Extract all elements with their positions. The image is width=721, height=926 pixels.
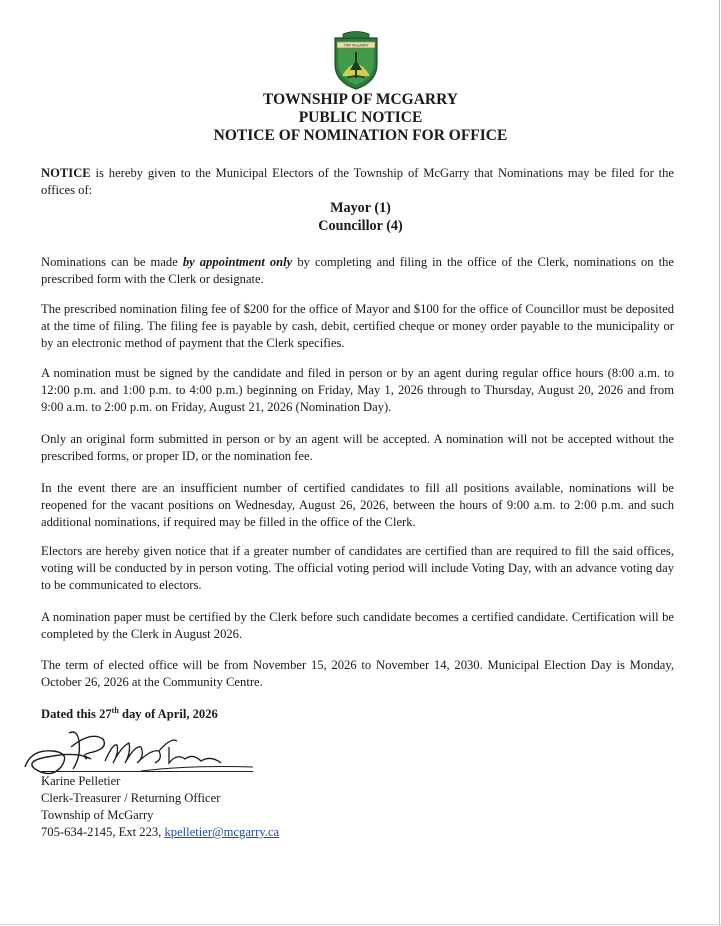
office-mayor: Mayor (1) — [330, 200, 391, 216]
fee-paragraph: The prescribed nomination filing fee of $200 for the office of Mayor and $100 for the office of Councillor must be deposited at the time of filing. The filing fee is payable by cash, debit, certified cheque or money order payable to the municipality or by an electronic method of payment that the Clerk specifies. — [41, 302, 674, 351]
office-councillor: Councillor (4) — [318, 218, 403, 234]
signatory-email-link[interactable]: kpelletier@mcgarry.ca — [164, 825, 280, 839]
insufficient-candidates-paragraph: In the event there are an insufficient number of certified candidates to fill all positions available, nominations will be reopened for the vacant positions on Wednesday, August 26, 2026, between the hours of 9:00 a.m. to 2:00 p.m. and such additional nominations, if required may be filled in the office of the Clerk. — [41, 481, 674, 530]
appointment-emphasis: by appointment only — [182, 255, 293, 269]
township-crest-logo — [333, 30, 379, 90]
dated-line: Dated this 27th day of April, 2026 — [41, 705, 218, 721]
term-paragraph: The term of elected office will be from November 15, 2026 to November 14, 2030. Municipal Election Day is Monday, October 26, 2026 at the Community Centre. — [41, 658, 674, 690]
heading-public-notice: PUBLIC NOTICE — [298, 109, 423, 126]
nominations-post: by completing and filing in the office of the Clerk, nominations on the prescribed form with the Clerk or designate. — [41, 255, 675, 287]
nominations-paragraph — [41, 254, 674, 288]
page-edge-bottom — [0, 924, 721, 925]
handwritten-signature — [21, 723, 261, 778]
signature-line — [41, 771, 253, 772]
electors-paragraph: Electors are hereby given notice that if a greater number of candidates are certified than are required to fill the said offices, voting will be conducted by in person voting. The official voting period will include Voting Day, with an advance voting day to be communicated to electors. — [41, 544, 674, 593]
signatory-title: Clerk-Treasurer / Returning Officer — [41, 791, 221, 805]
certification-paragraph: A nomination paper must be certified by the Clerk before such candidate becomes a certified candidate. Certification will be completed by the Clerk in August 2026. — [41, 610, 674, 642]
svg-text:TWP McGARRY: TWP McGARRY — [343, 43, 369, 48]
notice-lead: NOTICE — [41, 166, 91, 180]
signatory-organization: Township of McGarry — [41, 808, 154, 822]
intro-paragraph — [41, 165, 674, 199]
signatory-phone: 705-634-2145, Ext 223, — [41, 825, 165, 839]
heading-nomination-notice: NOTICE OF NOMINATION FOR OFFICE — [213, 127, 508, 144]
signing-paragraph: A nomination must be signed by the candidate and filed in person or by an agent during regular office hours (8:00 a.m. to 12:00 p.m. and 1:00 p.m. to 4:00 p.m.) beginning on Friday, May 1, 2026 through to Thursday, August 20, 2026 and from 9:00 a.m. to 2:00 p.m. on Friday, August 21, 2026 (Nomination Day). — [41, 366, 674, 415]
nominations-pre: Nominations can be made — [41, 255, 183, 269]
original-form-paragraph: Only an original form submitted in person or by an agent will be accepted. A nomination will not be accepted without the prescribed forms, or proper ID, or the nomination fee. — [41, 432, 674, 464]
intro-text: is hereby given to the Municipal Electors of the Township of McGarry that Nominations may be filed for the offices of: — [41, 166, 674, 198]
signatory-contact — [41, 824, 279, 842]
signatory-name: Karine Pelletier — [41, 774, 121, 788]
heading-township: TOWNSHIP OF MCGARRY — [263, 91, 458, 108]
